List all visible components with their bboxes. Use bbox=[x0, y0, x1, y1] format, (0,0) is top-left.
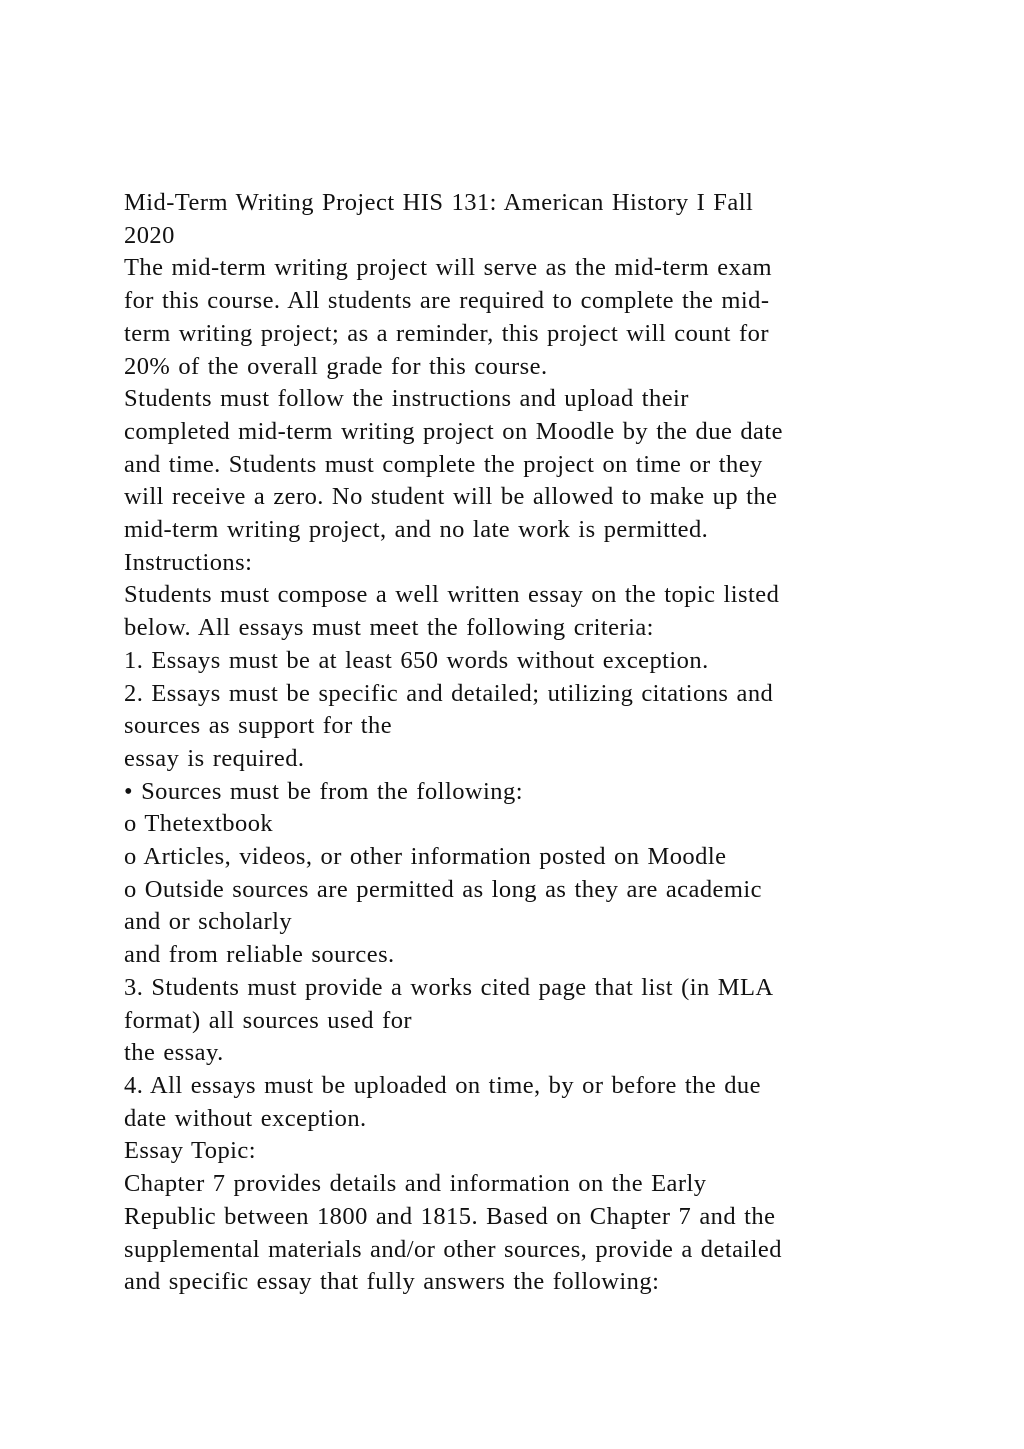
criteria-item: 4. All essays must be uploaded on time, by or before the due bbox=[124, 1071, 761, 1099]
bullet-item: • Sources must be from the following: bbox=[124, 777, 523, 805]
sub-bullet-item: o Thetextbook bbox=[124, 810, 274, 838]
paragraph-line: term writing project; as a reminder, this project will count for bbox=[124, 319, 769, 347]
paragraph-line: Republic between 1800 and 1815. Based on Chapter 7 and the bbox=[124, 1202, 776, 1230]
document-title-line: Mid-Term Writing Project HIS 131: American History I Fall bbox=[124, 189, 754, 216]
sub-bullet-item: o Articles, videos, or other information posted on Moodle bbox=[124, 843, 727, 871]
paragraph-line: will receive a zero. No student will be allowed to make up the bbox=[124, 483, 778, 511]
criteria-item: 2. Essays must be specific and detailed; utilizing citations and bbox=[124, 679, 774, 707]
sub-bullet-item: and from reliable sources. bbox=[124, 941, 395, 969]
criteria-item: 1. Essays must be at least 650 words without exception. bbox=[124, 646, 709, 674]
paragraph-line: completed mid-term writing project on Moodle by the due date bbox=[124, 417, 783, 445]
sub-bullet-item: and or scholarly bbox=[124, 908, 293, 936]
paragraph-line: Chapter 7 provides details and information on the Early bbox=[124, 1170, 707, 1198]
paragraph-line: and time. Students must complete the project on time or they bbox=[124, 450, 763, 478]
paragraph-line: The mid-term writing project will serve as the mid-term exam bbox=[124, 254, 773, 282]
document-title-line: 2020 bbox=[124, 221, 175, 249]
paragraph-line: and specific essay that fully answers the following: bbox=[124, 1268, 660, 1296]
criteria-item: 3. Students must provide a works cited page that list (in MLA bbox=[124, 973, 774, 1001]
criteria-item: format) all sources used for bbox=[124, 1006, 413, 1034]
sub-bullet-item: o Outside sources are permitted as long as they are academic bbox=[124, 875, 762, 903]
document-text bbox=[124, 187, 904, 1299]
criteria-item: sources as support for the bbox=[124, 712, 393, 740]
criteria-item: the essay. bbox=[124, 1039, 224, 1067]
criteria-item: essay is required. bbox=[124, 744, 305, 772]
criteria-item: date without exception. bbox=[124, 1104, 367, 1132]
paragraph-line: Students must compose a well written essay on the topic listed bbox=[124, 581, 780, 609]
paragraph-line: for this course. All students are required to complete the mid- bbox=[124, 287, 770, 315]
paragraph-line: mid-term writing project, and no late work is permitted. bbox=[124, 516, 709, 544]
paragraph-line: 20% of the overall grade for this course. bbox=[124, 352, 548, 380]
paragraph-line: below. All essays must meet the following criteria: bbox=[124, 614, 654, 642]
paragraph-line: supplemental materials and/or other sources, provide a detailed bbox=[124, 1235, 782, 1263]
section-heading: Essay Topic: bbox=[124, 1137, 256, 1165]
section-heading: Instructions: bbox=[124, 548, 253, 576]
paragraph-line: Students must follow the instructions and upload their bbox=[124, 385, 689, 413]
